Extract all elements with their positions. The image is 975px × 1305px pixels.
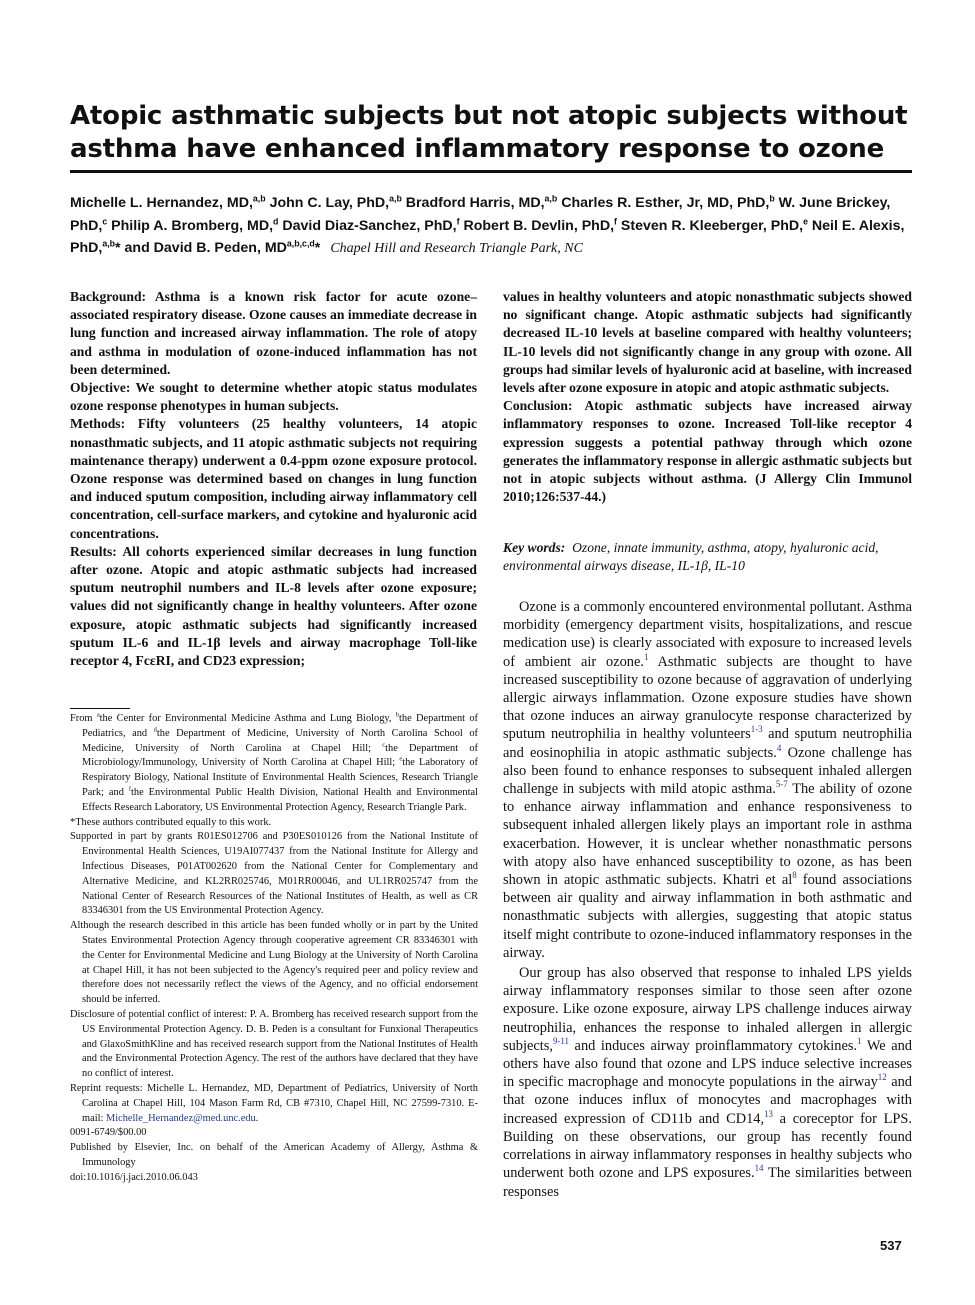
keywords-list: Ozone, innate immunity, asthma, atopy, hyaluronic acid, environmental airways disease, IL-1β, IL-10 <box>503 540 879 574</box>
abstract-text-part-2: values in healthy volunteers and atopic nonasthmatic subjects showed no significant change. Atopic asthmatic subjects had significantly decreased IL-10 levels at baseline compared with healthy volunteers; IL-10 levels did not significantly change in any group with ozone. All groups had similar levels of hyaluronic acid at baseline, with increased levels after ozone exposure in atopic and atopic asthmatic subjects. Conclusion: Atopic asthmatic subjects have increased airway inflammatory responses to ozone. Increased Toll-like receptor 4 expression suggests a potential pathway through which ozone generates the inflammatory response in allergic asthmatic subjects but not in atopic subjects without asthma. (J Allergy Clin Immunol 2010;126:537-44.) <box>503 289 912 505</box>
body-paragraph: Ozone is a commonly encountered environmental pollutant. Asthma morbidity (emergency department visits, hospitalizations, and rescue medication use) is clearly associated with exposure to increased levels of ambient air ozone.$^1$ Asthmatic subjects are thought to have increased susceptibility to ozone because of aggravation of underlying allergic airways inflammation. Ozone exposure studies have shown that ozone induces an airway granulocyte response characterized by sputum neutrophilia in healthy volunteers$^{1-3}$ and sputum neutrophilia and eosinophilia in atopic asthmatic subjects.$^4$ Ozone challenge has also been found to enhance responses to subsequent inhaled allergen challenge in subjects with mild atopic asthma.$^{5-7}$ The ability of ozone to enhance airway inflammation and enhance responsiveness to subsequent inhaled allergen likely plays an important role in asthma exacerbation. However, it is unclear whether nonasthmatic persons with atopy also have enhanced susceptibility to ozone, as has been shown in atopic asthmatic subjects. Khatri et al$^8$ found associations between air quality and airway inflammation in both asthmatic and nonasthmatic subjects with allergies, suggesting that atopic status itself might contribute to ozone-induced inflammatory responses in the airway. <box>503 599 913 961</box>
article-title: Atopic asthmatic subjects but not atopic subjects without asthma have enhanced inflammatory response to ozone <box>70 101 908 164</box>
footnote: doi:10.1016/j.jaci.2010.06.043 <box>70 1171 198 1183</box>
author-list <box>70 192 915 261</box>
keywords <box>503 539 912 575</box>
title-divider <box>70 170 912 173</box>
keywords-label: Key words: <box>503 540 566 555</box>
footnote: Disclosure of potential conflict of interest: P. A. Bromberg has received research support from the US Environmental Protection Agency. D. B. Peden is a consultant for Funxional Therapeutics and GlaxoSmithKline and has received research support from the National Institutes of Health and the Environmental Protection Agency. The rest of the authors have declared that they have no conflict of interest. <box>70 1008 478 1080</box>
footnote: Although the research described in this article has been funded wholly or in part by the United States Environmental Protection Agency through cooperative agreement CR 83346301 with the Center for Environmental Medicine and Lung Biology at the University of North Carolina at Chapel Hill, it has not been subjected to the Agency's required peer and policy review and therefore does not necessarily reflect the views of the Agency, and no official endorsement should be inferred. <box>70 920 478 1006</box>
author-location: Chapel Hill and Research Triangle Park, NC <box>330 241 583 256</box>
page-number: 537 <box>880 1238 902 1253</box>
footnote: 0091-6749/$00.00 <box>70 1127 147 1139</box>
abstract-text-part-1: Background: Asthma is a known risk factor for acute ozone–associated respiratory disease. Ozone causes an immediate decrease in lung function and increased airway inflammation. The role of atopy and asthma in modulation of ozone-induced inflammation has not been determined. Objective: We sought to determine whether atopic status modulates ozone response phenotypes in human subjects. Methods: Fifty volunteers (25 healthy volunteers, 14 atopic nonasthmatic subjects, and 11 atopic asthmatic subjects not requiring maintenance therapy) underwent a 0.4-ppm ozone exposure protocol. Ozone response was determined based on changes in lung function and induced sputum composition, including airway inflammatory cell concentration, cell-surface markers, and cytokine and hyaluronic acid concentrations. Results: All cohorts experienced similar decreases in lung function after ozone. Atopic and atopic asthmatic subjects had increased sputum neutrophil numbers and IL-8 levels after ozone exposure; values did not significantly change in healthy volunteers. After ozone exposure, atopic asthmatic subjects had significantly increased sputum IL-6 and IL-1β levels and airway macrophage Toll-like receptor 4, FcεRI, and CD23 expression; <box>70 289 477 669</box>
footnote: *These authors contributed equally to this work. <box>70 816 272 828</box>
footnote: Published by Elsevier, Inc. on behalf of the American Academy of Allergy, Asthma & Immunology <box>70 1142 478 1168</box>
author-names: Michelle L. Hernandez, MD,$^{a,b}$ John C. Lay, PhD,$^{a,b}$ Bradford Harris, MD,$^{a,b}$ Charles R. Esther, Jr, MD, PhD,$^b$ W. June Brickey, PhD,$^c$ Philip A. Bromberg, MD,$^d$ David Diaz-Sanchez, PhD,$^f$ Robert B. Devlin, PhD,$^f$ Steven R. Kleeberger, PhD,$^e$ Neil E. Alexis, PhD,$^{a,b}$* and David B. Peden, MD$^{a,b,c,d}$* <box>70 193 905 256</box>
footnote-divider <box>70 708 130 709</box>
footnote: Supported in part by grants R01ES012706 and P30ES010126 from the National Institute of Environmental Health Sciences, U19AI077437 from the National Institute for Allergy and Infectious Diseases, P01AT002620 from the National Center for Complementary and Alternative Medicine, and KL2RR025746, M01RR00046, and UL1RR025747 from the National Center of Research Resources of the National Institutes of Health, as well as CR 83346301 from the US Environmental Protection Agency. <box>70 831 478 917</box>
footnote: Reprint requests: Michelle L. Hernandez, MD, Department of Pediatrics, University of North Carolina at Chapel Hill, 104 Mason Farm Rd, CB #7310, Chapel Hill, NC 27599-7310. E-mail: Michelle_Hernandez@med.unc.edu. <box>70 1082 478 1124</box>
body-paragraph: Our group has also observed that response to inhaled LPS yields airway inflammatory responses similar to those seen after ozone exposure. Like ozone exposure, airway LPS challenge induces airway neutrophilia, enhances the response to inhaled allergen in allergic subjects,$^{9-11}$ and induces airway proinflammatory cytokines.$^1$ We and others have also found that ozone and LPS induce selective increases in specific macrophage and monocyte populations in the airway$^{12}$ and that ozone induces influx of monocytes and macrophages with increased expression of CD11b and CD14,13 a coreceptor for LPS. Building on these observations, our group has recently found correlations in airway inflammatory responses in healthy subjects who underwent both ozone and LPS exposures.$^{14}$ The similarities between responses <box>503 965 913 1200</box>
footnotes <box>70 712 478 1186</box>
abstract-left-column <box>70 288 477 670</box>
abstract-right-column <box>503 288 912 506</box>
body-text <box>503 598 912 1201</box>
footnote: From $^a$the Center for Environmental Medicine Asthma and Lung Biology, $^b$the Department of Pediatrics, and $^d$the Department of Medicine, University of North Carolina School of Medicine, University of North Carolina at Chapel Hill; $^c$the Department of Microbiology/Immunology, University of North Carolina at Chapel Hill; $^e$the Laboratory of Respiratory Biology, National Institute of Environmental Health Sciences, Research Triangle Park; and $^f$the Environmental Public Health Division, National Health and Environmental Effects Research Laboratory, US Environmental Protection Agency, Research Triangle Park. <box>70 711 479 813</box>
